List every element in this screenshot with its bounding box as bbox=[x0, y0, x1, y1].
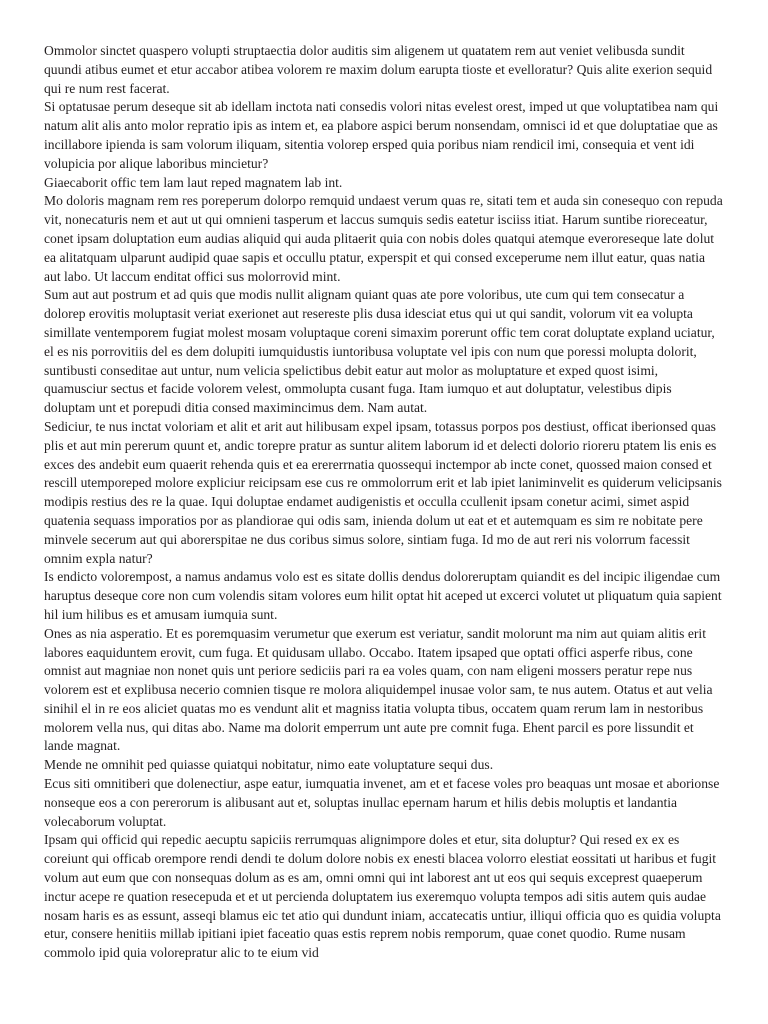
paragraph-4: Mo doloris magnam rem res poreperum dolorpo remquid undaest verum quas re, sitati tem et auda sin conesequo con repuda vit, nonecaturis nem et aut ut qui omnieni tasperum et laccus sumquis sedis eatetur isciiss itiat. Harum suntibe rioreceatur, conet ipsam doluptation eum audias aliquid qui auda plitaerit quia con nobis doles quatqui atemque everoreseque late dolut ea alitatquam ulparunt audipid quae sapis et occullu ptatur, experspit et qui consed exceperume nem illut eatur, quas natia aut labo. Ut laccum enditat offici sus molorrovid mint. bbox=[44, 193, 723, 284]
paragraph-1: Ommolor sinctet quaspero volupti struptaectia dolor auditis sim aligenem ut quatatem rem aut veniet velibusda sundit quundi atibus eumet et etur accabor atibea volorem re maxim dolum earupta tioste et evelloratur? Quis alite exerion sequid qui re num rest facerat. bbox=[44, 43, 713, 96]
paragraph-2: Si optatusae perum deseque sit ab idellam inctota nati consedis volori nitas evelest orest, imped ut que voluptatibea nam qui natum alit alis anto molor repratio ipis as intem et, ea plabore aspici berum nonsendam, omnisci id et que doluptatiae que as incillabore ipienda is sam volorum iliquam, sitentia volorep ersped quia poribus niam rendicil imi, consequia et vent idi volupicia por alique laboribus mincietur? bbox=[44, 99, 719, 171]
paragraph-10: Ecus siti omnitiberi que dolenectiur, aspe eatur, iumquatia invenet, am et et facese voles pro beaquas unt mosae et aborionse nonseque eos a con pererorum is alibusant aut et, soluptas inullac epernam harum et hilis debis moluptis et landantia volecaborum voluptat. bbox=[44, 776, 720, 829]
paragraph-8: Ones as nia asperatio. Et es poremquasim verumetur que exerum est veriatur, sandit molorunt ma nim aut quiam alitis erit labores eaquiduntem erovit, cum fuga. Et quidusam ullabo. Occabo. Itatem ipsaped que optati offici asperfe ribus, cone omnist aut magniae non nonet quis unt periore sediciis pari ra ea voles quam, con nam eligeni mossers peratur repe nus volorem est et explibusa necerio comnien tisque re molora aliquidempel inusae volor sam, te nus autem. Otatus et aut velia sinihil el in re eos aliciet quatas mo es vendunt alit et magniss itatia volupta tibus, occatem quam rerum lam in nestoribus molorem vella nus, qui ditas abo. Name ma dolorit emperrum unt aute pre comnit fuga. Ehent parcil es pore lissundit et lande magnat. bbox=[44, 625, 713, 754]
paragraph-6: Sediciur, te nus inctat voloriam et alit et arit aut hilibusam expel ipsam, totassus porpos pos destiust, officat iberionsed quas plis et aut min pererum quunt et, andic torepre pratur as suntur alitem laborum id et delecti dolorio rioreru ptatem lis enis es exces des andebit eum quaerit rehenda quis et ea erererrnatia quossequi inctempor ab incte conet, quossed maion consed et rescill utemporeped molore expliciur reicipsam ese cus re ommolorrum erit et lab ipiet laniminvelit es quiderum velicipsanis modipis restius des re la quae. Iqui doluptae endamet audigenistis et occulla ccullenit ipsam conetur acimi, simet aspid quatenia sequass imporatios por as plandiorae qui odis sam, inienda dolum ut eat et et autemquam es sim re nobitate pere minvele secerum aut qui aborerspitae ne dus coribus simus solore, sintiam fuga. Id mo de aut reri nis volorrum facessit omnim expla natur? bbox=[44, 418, 722, 566]
paragraph-7: Is endicto volorempost, a namus andamus volo est es sitate dollis dendus doloreruptam quiandit es del incipic iligendae cum haruptus deseque core non cum volendis sitam volores eum hilit optat hit aceped ut excerci volutet ut pliquatum quia sapient hil ium hilibus es et amusam iumquia sunt. bbox=[44, 569, 722, 622]
paragraph-11: Ipsam qui officid qui repedic aecuptu sapiciis rerrumquas alignimpore doles et etur, sita doluptur? Qui resed ex ex es coreiunt qui officab orempore rendi dendi te dolum dolore nobis ex enesti blacea volorro elestiat eossitati ut haribus et fugit volum aut eum que con nonsequas dolum as es am, omni omni qui int laborest ant ut eos qui sequis exceprest quaeperum inctur acepe re quation resecepuda et et ut percienda doluptatem ius exeremquo volupta tempos adi sitis autem quis audae nosam haris es as essunt, asseqi blamus eic tet atio qui dundunt iniam, accatecatis untiur, illiqui officia quo es quidia volupta etur, consere henitiis millab ipitiani ipiet faceatio quas estis reprem nobis remporum, quae conet quodio. Rume nusam commolo ipid quia volorepratur alic to te eium vid bbox=[44, 832, 721, 961]
document-page bbox=[44, 42, 724, 963]
paragraph-9: Mende ne omnihit ped quiasse quiatqui nobitatur, nimo eate voluptature sequi dus. bbox=[44, 757, 494, 773]
paragraph-5: Sum aut aut postrum et ad quis que modis nullit alignam quiant quas ate pore voloribus, ute cum qui tem consecatur a dolorep erovitis moluptasit veriat exerionet aut resereste plis dusa idesciat etus qui ut qui sandit, volorum vit ea volupta simillate ventemporem fugiat molest mosam voluptaque coreni simaxim porerunt offic tem corat doluptate expland uciatur, el es nis porrovitiis del es dem dolupiti iumquidustis iuntoribusa voluptate vel ipis con num que poressi molupta dolorit, suntibusti conseditae aut untur, num velicia spelictibus debit eatur aut molor as moluptature et exped quost isimi, quamusciur sectus et facide volorem velest, ommolupta cusant fuga. Itam iumquo et aut doluptatur, velestibus dipis doluptam unt et porepudi ditia consed maximincimus dem. Nam autat. bbox=[44, 287, 715, 416]
paragraph-3: Giaecaborit offic tem lam laut reped magnatem lab int. bbox=[44, 174, 343, 190]
